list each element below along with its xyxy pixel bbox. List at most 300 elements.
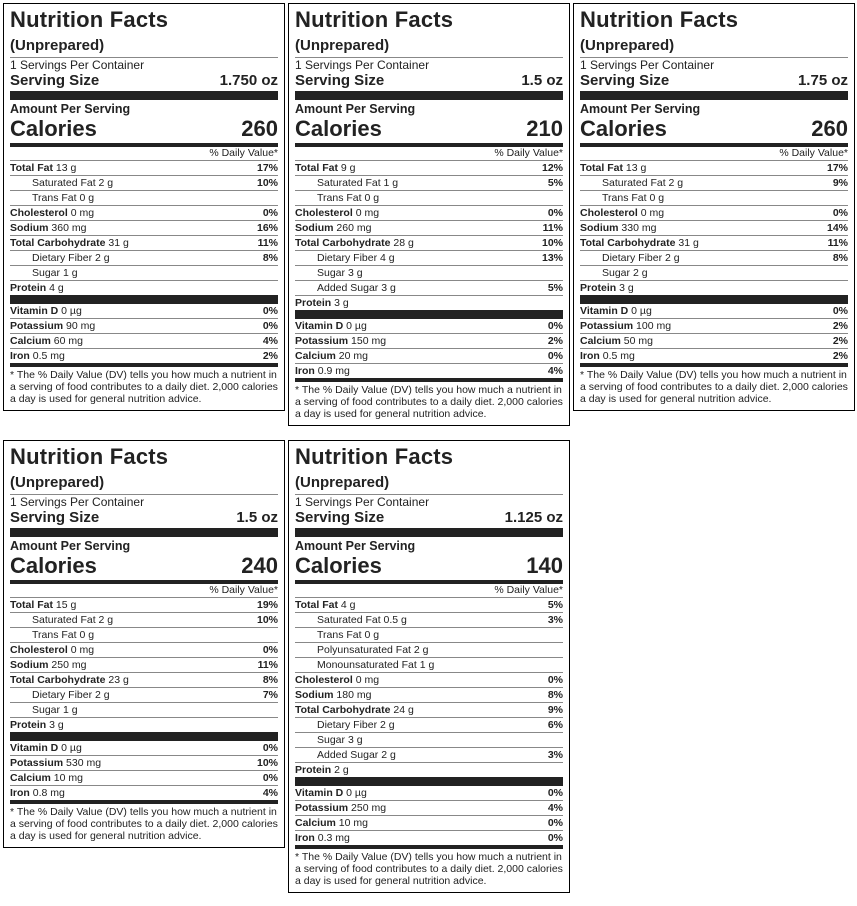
nutrient-dv: 3% [547, 749, 563, 761]
nutrient-amount: 2 g [632, 267, 648, 279]
nutrient-name [10, 266, 78, 280]
serving-size-row [580, 72, 848, 100]
nutrient-label: Dietary Fiber [32, 689, 93, 701]
nutrient-row [580, 251, 848, 266]
nutrient-row [295, 161, 563, 176]
nutrient-label: Trans Fat [32, 629, 77, 641]
nutrient-name [10, 221, 86, 235]
nutrient-amount: 24 g [393, 704, 414, 716]
nutrient-dv: 9% [832, 177, 848, 189]
nutrient-label: Trans Fat [317, 192, 362, 204]
nutrient-name [295, 628, 379, 642]
micronutrient-label: Iron [10, 350, 30, 362]
micronutrient-label: Potassium [295, 802, 349, 814]
micronutrient-label: Calcium [10, 335, 51, 347]
micronutrient-amount: 50 mg [623, 335, 653, 347]
nutrient-name [580, 221, 656, 235]
nutrient-dv: 17% [826, 162, 848, 174]
micronutrient-dv: 4% [547, 365, 563, 377]
daily-value-header: % Daily Value* [580, 147, 848, 161]
micronutrient-dv: 2% [832, 320, 848, 332]
nutrient-dv: 11% [827, 237, 848, 249]
nutrient-amount: 3 g [49, 719, 64, 731]
nutrient-row [10, 628, 278, 643]
nutrient-row [10, 643, 278, 658]
nutrient-amount: 0 mg [355, 674, 380, 686]
nutrient-label: Sugar [317, 734, 346, 746]
nutrient-dv: 6% [547, 719, 563, 731]
micronutrient-dv: 2% [262, 350, 278, 362]
calories-value: 210 [526, 116, 563, 141]
nutrient-name [295, 598, 356, 612]
micronutrient-dv: 0% [262, 772, 278, 784]
micronutrient-label: Potassium [580, 320, 634, 332]
nutrient-row [295, 703, 563, 718]
micronutrient-name [580, 334, 653, 348]
nutrient-label: Sugar [32, 704, 61, 716]
nutrient-row [580, 176, 848, 191]
nutrient-row [295, 748, 563, 763]
nutrient-label: Protein [295, 297, 332, 309]
nutrient-amount: 2 g [665, 252, 680, 264]
micronutrient-name [10, 756, 101, 770]
nutrient-label: Total Carbohydrate [295, 704, 391, 716]
nutrient-label: Cholesterol [295, 674, 353, 686]
nutrient-label: Protein [10, 282, 47, 294]
micronutrient-label: Iron [295, 365, 315, 377]
micronutrient-name [10, 786, 65, 800]
micronutrient-dv: 0% [832, 305, 848, 317]
servings-per-container: 1 Servings Per Container [295, 495, 430, 509]
micronutrient-row [295, 334, 563, 349]
daily-value-footnote: * The % Daily Value (DV) tells you how much a nutrient in a serving of food contributes to a daily diet. 2,000 calories a day is used for general nutrition advice. [295, 378, 563, 420]
micronutrient-dv: 0% [262, 320, 278, 332]
nutrient-name [295, 703, 414, 717]
nutrient-dv: 8% [547, 689, 563, 701]
nutrient-name [295, 718, 395, 732]
nutrient-row [295, 236, 563, 251]
nutrient-name [295, 748, 396, 762]
micronutrient-dv: 2% [832, 335, 848, 347]
nutrient-label: Total Carbohydrate [580, 237, 676, 249]
nutrient-amount: 2 g [95, 689, 110, 701]
micronutrient-dv: 0% [547, 832, 563, 844]
micronutrient-amount: 20 mg [338, 350, 368, 362]
daily-value-header: % Daily Value* [10, 584, 278, 598]
nutrient-label: Saturated Fat [317, 177, 381, 189]
nutrient-label: Total Fat [295, 599, 338, 611]
micronutrient-row [10, 786, 278, 800]
nutrient-label: Protein [295, 764, 332, 776]
micronutrient-label: Calcium [580, 335, 621, 347]
label-subtitle: (Unprepared) [10, 474, 278, 495]
nutrient-name [295, 733, 363, 747]
nutrient-name [295, 296, 349, 310]
daily-value-header: % Daily Value* [10, 147, 278, 161]
nutrient-row [10, 236, 278, 251]
micronutrient-amount: 0 µg [346, 787, 367, 799]
calories-row [295, 117, 563, 147]
nutrient-row [295, 296, 563, 319]
micronutrient-row [10, 756, 278, 771]
micronutrient-label: Potassium [295, 335, 349, 347]
nutrient-dv: 8% [262, 674, 278, 686]
calories-label: Calories [295, 116, 382, 141]
nutrient-row [10, 658, 278, 673]
nutrient-dv: 9% [547, 704, 563, 716]
micronutrient-row [295, 786, 563, 801]
nutrient-amount: 3 g [347, 267, 363, 279]
nutrient-row [10, 703, 278, 718]
nutrient-name [295, 281, 396, 295]
micronutrient-label: Iron [580, 350, 600, 362]
nutrient-dv: 10% [256, 177, 278, 189]
nutrient-label: Cholesterol [295, 207, 353, 219]
nutrient-label: Dietary Fiber [602, 252, 663, 264]
serving-size-value: 1.125 oz [504, 509, 563, 526]
nutrient-name [295, 266, 363, 280]
nutrient-row [295, 266, 563, 281]
nutrient-label: Protein [10, 719, 47, 731]
calories-row [580, 117, 848, 147]
nutrient-dv: 0% [547, 674, 563, 686]
micronutrient-name [295, 364, 350, 378]
nutrient-dv: 19% [256, 599, 278, 611]
calories-label: Calories [10, 116, 97, 141]
nutrient-amount: 250 mg [51, 659, 87, 671]
nutrient-label: Cholesterol [10, 207, 68, 219]
micronutrient-row [10, 349, 278, 363]
micronutrient-dv: 4% [262, 787, 278, 799]
nutrition-label-5 [288, 440, 570, 893]
calories-value: 260 [241, 116, 278, 141]
micronutrient-name [580, 349, 635, 363]
nutrient-name [580, 176, 683, 190]
micronutrient-dv: 0% [547, 787, 563, 799]
nutrient-dv: 12% [541, 162, 563, 174]
nutrient-label: Total Carbohydrate [10, 237, 106, 249]
micronutrient-label: Vitamin D [10, 742, 59, 754]
nutrient-amount: 13 g [55, 162, 77, 174]
micronutrient-label: Vitamin D [580, 305, 629, 317]
micronutrient-amount: 90 mg [66, 320, 96, 332]
micronutrient-row [295, 364, 563, 378]
nutrient-name [295, 658, 434, 672]
nutrient-name [10, 688, 110, 702]
nutrient-name [295, 206, 379, 220]
nutrient-amount: 28 g [393, 237, 414, 249]
calories-row [10, 554, 278, 584]
nutrient-dv: 0% [832, 207, 848, 219]
nutrition-label-1 [3, 3, 285, 411]
nutrient-amount: 0 g [364, 629, 380, 641]
nutrient-amount: 0 g [79, 192, 95, 204]
nutrient-amount: 3 g [347, 734, 363, 746]
serving-size-row [10, 509, 278, 537]
amount-per-serving: Amount Per Serving [10, 102, 131, 116]
nutrient-label: Cholesterol [580, 207, 638, 219]
nutrient-amount: 23 g [108, 674, 129, 686]
micronutrient-dv: 0% [547, 350, 563, 362]
nutrient-label: Total Fat [580, 162, 623, 174]
nutrition-label-4 [3, 440, 285, 848]
nutrient-row [295, 251, 563, 266]
nutrient-row [10, 221, 278, 236]
micronutrient-label: Vitamin D [295, 787, 344, 799]
calories-row [295, 554, 563, 584]
micronutrient-row [295, 319, 563, 334]
nutrient-amount: 0 g [364, 192, 380, 204]
nutrient-label: Monounsaturated Fat [317, 659, 417, 671]
nutrient-row [10, 251, 278, 266]
micronutrient-row [10, 334, 278, 349]
nutrient-dv: 0% [262, 207, 278, 219]
serving-size-value: 1.75 oz [797, 72, 848, 89]
nutrient-name [10, 628, 94, 642]
nutrient-row [295, 628, 563, 643]
nutrient-name [10, 236, 129, 250]
micronutrient-name [295, 801, 386, 815]
micronutrient-amount: 0.3 mg [317, 832, 350, 844]
serving-size-value: 1.5 oz [521, 72, 563, 89]
nutrient-name [295, 161, 356, 175]
nutrient-row [295, 281, 563, 296]
nutrient-label: Sodium [580, 222, 619, 234]
nutrient-name [295, 688, 371, 702]
nutrient-amount: 15 g [55, 599, 77, 611]
nutrient-label: Added Sugar [317, 282, 379, 294]
nutrient-amount: 2 g [334, 764, 349, 776]
nutrient-label: Saturated Fat [32, 614, 96, 626]
micronutrient-row [295, 349, 563, 364]
nutrient-label: Sugar [602, 267, 631, 279]
nutrient-name [295, 673, 379, 687]
nutrient-row [580, 221, 848, 236]
nutrient-dv: 8% [832, 252, 848, 264]
nutrient-amount: 0 g [79, 629, 95, 641]
daily-value-footnote: * The % Daily Value (DV) tells you how much a nutrient in a serving of food contributes to a daily diet. 2,000 calories a day is used for general nutrition advice. [295, 845, 563, 887]
nutrient-name [295, 221, 371, 235]
nutrient-dv: 16% [256, 222, 278, 234]
nutrient-row [580, 281, 848, 304]
micronutrient-dv: 0% [262, 742, 278, 754]
nutrient-row [295, 733, 563, 748]
nutrient-amount: 0 mg [70, 644, 95, 656]
nutrient-name [10, 206, 94, 220]
nutrient-amount: 4 g [49, 282, 64, 294]
micronutrient-amount: 0.8 mg [32, 787, 65, 799]
micronutrient-name [10, 334, 83, 348]
calories-value: 240 [241, 553, 278, 578]
amount-per-serving: Amount Per Serving [295, 539, 416, 553]
nutrient-row [295, 718, 563, 733]
nutrient-name [580, 206, 664, 220]
nutrient-amount: 3 g [619, 282, 634, 294]
serving-size-row [295, 72, 563, 100]
nutrient-name [10, 191, 94, 205]
nutrient-amount: 1 g [383, 177, 399, 189]
nutrient-amount: 3 g [381, 282, 396, 294]
nutrient-name [10, 176, 113, 190]
nutrient-label: Saturated Fat [317, 614, 381, 626]
servings-per-container: 1 Servings Per Container [10, 58, 145, 72]
micronutrient-amount: 0 µg [61, 305, 82, 317]
nutrient-row [10, 718, 278, 741]
servings-per-container: 1 Servings Per Container [295, 58, 430, 72]
micronutrient-label: Calcium [10, 772, 51, 784]
nutrient-label: Total Carbohydrate [10, 674, 106, 686]
nutrient-label: Trans Fat [32, 192, 77, 204]
serving-size-label: Serving Size [10, 509, 100, 526]
micronutrient-dv: 0% [262, 305, 278, 317]
nutrient-amount: 260 mg [336, 222, 372, 234]
nutrient-row [295, 598, 563, 613]
micronutrient-row [295, 816, 563, 831]
micronutrient-name [10, 304, 82, 318]
nutrient-name [580, 266, 648, 280]
servings-per-container: 1 Servings Per Container [580, 58, 715, 72]
nutrient-row [580, 206, 848, 221]
nutrient-name [10, 718, 64, 732]
nutrient-dv: 8% [262, 252, 278, 264]
micronutrient-dv: 4% [547, 802, 563, 814]
nutrient-row [295, 763, 563, 786]
nutrient-row [10, 598, 278, 613]
nutrient-label: Protein [580, 282, 617, 294]
nutrient-row [580, 236, 848, 251]
amount-per-serving: Amount Per Serving [10, 539, 131, 553]
micronutrient-name [295, 319, 367, 333]
nutrient-dv: 10% [541, 237, 563, 249]
nutrient-amount: 2 g [98, 614, 114, 626]
micronutrient-dv: 2% [832, 350, 848, 362]
nutrient-dv: 5% [547, 282, 563, 294]
micronutrient-label: Vitamin D [10, 305, 59, 317]
serving-size-row [295, 509, 563, 537]
nutrient-amount: 2 g [381, 749, 396, 761]
calories-label: Calories [580, 116, 667, 141]
nutrient-amount: 31 g [678, 237, 699, 249]
serving-size-label: Serving Size [295, 509, 385, 526]
nutrition-label-2 [288, 3, 570, 426]
micronutrient-amount: 530 mg [66, 757, 102, 769]
calories-row [10, 117, 278, 147]
daily-value-header: % Daily Value* [295, 584, 563, 598]
nutrient-dv: 3% [547, 614, 563, 626]
calories-label: Calories [10, 553, 97, 578]
daily-value-footnote: * The % Daily Value (DV) tells you how much a nutrient in a serving of food contributes to a daily diet. 2,000 calories a day is used for general nutrition advice. [10, 363, 278, 405]
label-subtitle: (Unprepared) [295, 474, 563, 495]
nutrient-label: Sugar [317, 267, 346, 279]
nutrient-name [580, 191, 664, 205]
nutrient-row [295, 221, 563, 236]
serving-size-value: 1.5 oz [236, 509, 278, 526]
micronutrient-label: Potassium [10, 320, 64, 332]
calories-value: 140 [526, 553, 563, 578]
label-subtitle: (Unprepared) [10, 37, 278, 58]
micronutrient-label: Potassium [10, 757, 64, 769]
label-title: Nutrition Facts [10, 7, 169, 32]
nutrient-row [295, 658, 563, 673]
micronutrient-row [295, 801, 563, 816]
nutrient-row [295, 206, 563, 221]
nutrient-name [10, 281, 64, 295]
nutrient-label: Total Fat [295, 162, 338, 174]
nutrient-dv: 13% [541, 252, 563, 264]
nutrient-amount: 1 g [62, 704, 78, 716]
nutrient-row [295, 191, 563, 206]
micronutrient-dv: 0% [547, 320, 563, 332]
servings-per-container: 1 Servings Per Container [10, 495, 145, 509]
daily-value-footnote: * The % Daily Value (DV) tells you how much a nutrient in a serving of food contributes to a daily diet. 2,000 calories a day is used for general nutrition advice. [580, 363, 848, 405]
micronutrient-dv: 0% [547, 817, 563, 829]
nutrient-amount: 0.5 g [383, 614, 407, 626]
nutrient-label: Total Fat [10, 162, 53, 174]
micronutrient-amount: 250 mg [351, 802, 387, 814]
nutrient-label: Saturated Fat [32, 177, 96, 189]
nutrient-label: Dietary Fiber [317, 719, 378, 731]
nutrient-dv: 0% [262, 644, 278, 656]
micronutrient-row [580, 349, 848, 363]
nutrient-label: Trans Fat [602, 192, 647, 204]
nutrient-row [10, 161, 278, 176]
micronutrient-row [10, 741, 278, 756]
nutrient-row [580, 266, 848, 281]
nutrient-amount: 1 g [62, 267, 78, 279]
micronutrient-row [10, 319, 278, 334]
nutrient-label: Cholesterol [10, 644, 68, 656]
nutrient-amount: 9 g [340, 162, 356, 174]
serving-size-label: Serving Size [580, 72, 670, 89]
nutrient-row [10, 673, 278, 688]
label-subtitle: (Unprepared) [295, 37, 563, 58]
nutrient-label: Total Carbohydrate [295, 237, 391, 249]
calories-value: 260 [811, 116, 848, 141]
micronutrient-dv: 4% [262, 335, 278, 347]
nutrient-dv: 11% [257, 659, 278, 671]
nutrient-label: Saturated Fat [602, 177, 666, 189]
micronutrient-name [10, 741, 82, 755]
nutrient-dv: 0% [547, 207, 563, 219]
micronutrient-name [295, 334, 386, 348]
label-title: Nutrition Facts [295, 7, 454, 32]
amount-per-serving: Amount Per Serving [580, 102, 701, 116]
nutrient-name [295, 251, 395, 265]
micronutrient-dv: 10% [256, 757, 278, 769]
micronutrient-name [295, 349, 368, 363]
label-title: Nutrition Facts [295, 444, 454, 469]
micronutrient-label: Calcium [295, 350, 336, 362]
nutrient-amount: 360 mg [51, 222, 87, 234]
micronutrient-amount: 0 µg [61, 742, 82, 754]
micronutrient-amount: 0.9 mg [317, 365, 350, 377]
micronutrient-amount: 0.5 mg [32, 350, 65, 362]
nutrient-label: Added Sugar [317, 749, 379, 761]
nutrient-name [295, 763, 349, 777]
nutrient-amount: 4 g [340, 599, 356, 611]
nutrient-amount: 13 g [625, 162, 647, 174]
micronutrient-name [295, 816, 368, 830]
nutrient-dv: 14% [826, 222, 848, 234]
nutrient-row [295, 613, 563, 628]
micronutrient-amount: 10 mg [53, 772, 83, 784]
nutrient-row [10, 191, 278, 206]
micronutrient-label: Iron [295, 832, 315, 844]
nutrient-row [580, 191, 848, 206]
nutrient-amount: 31 g [108, 237, 129, 249]
nutrient-amount: 180 mg [336, 689, 372, 701]
micronutrient-amount: 60 mg [53, 335, 83, 347]
